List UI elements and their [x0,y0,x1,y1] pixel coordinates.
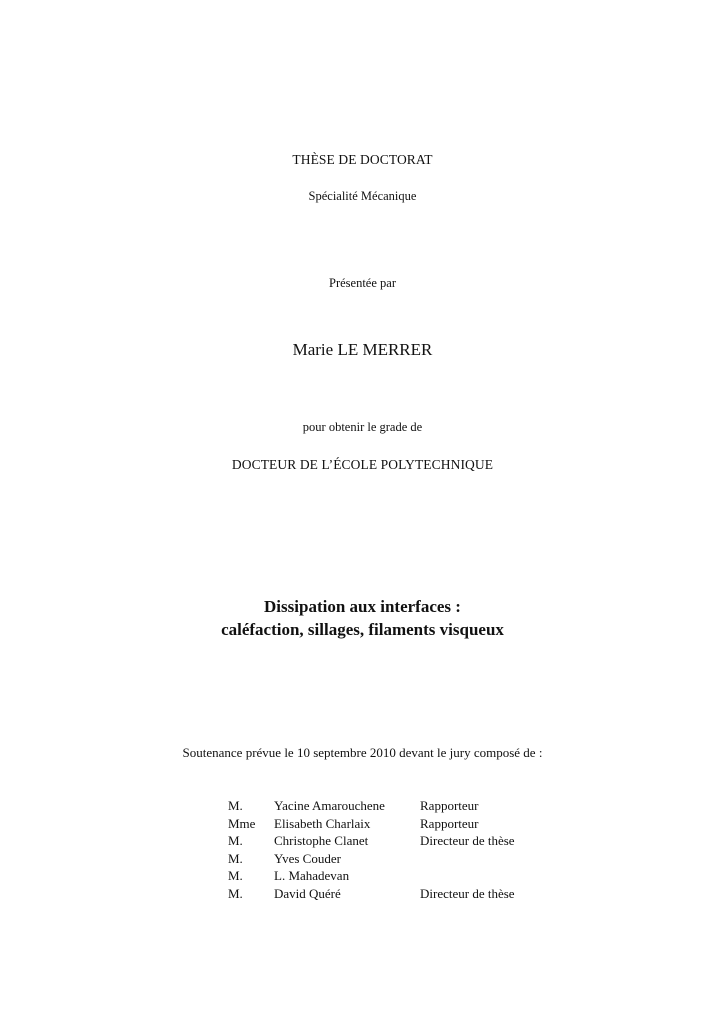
jury-member [228,850,550,868]
jury-member [228,797,550,815]
jury-member-role: Directeur de thèse [420,885,515,901]
degree-name: DOCTEUR DE L’ÉCOLE POLYTECHNIQUE [231,457,494,472]
jury-member-title: Mme [228,815,256,831]
jury-member [228,867,550,885]
jury-member-name: David Quéré [274,885,341,901]
jury-member-title: M. [228,798,243,813]
jury-member [228,885,550,903]
jury-member-title: M. [228,885,243,901]
jury-member-title: M. [228,850,243,866]
jury-member [228,815,550,833]
jury-member-title: M. [228,868,243,883]
jury-member [228,832,550,850]
jury-member-role: Directeur de thèse [420,833,515,848]
jury-member-role: Rapporteur [420,815,479,831]
jury-list [228,797,550,902]
jury-member-role [420,867,550,885]
presented-by: Présentée par [329,276,396,290]
jury-member-role [420,850,550,868]
degree-purpose: pour obtenir le grade de [302,420,423,434]
defense-statement: Soutenance prévue le 10 septembre 2010 devant le jury composé de : [182,745,543,760]
jury-member-role: Rapporteur [420,798,479,813]
specialty: Spécialité Mécanique [308,189,417,203]
jury-member-title: M. [228,833,243,848]
jury-member-name: L. Mahadevan [274,868,350,883]
jury-member-name: Yacine Amarouchene [274,798,385,813]
jury-member-name: Yves Couder [274,850,341,866]
thesis-type: THÈSE DE DOCTORAT [292,152,433,167]
thesis-title-line-2: caléfaction, sillages, filaments visqueux [221,620,504,639]
jury-member-name: Elisabeth Charlaix [274,815,371,831]
author-name: Marie LE MERRER [292,340,433,359]
jury-member-name: Christophe Clanet [274,833,369,848]
thesis-title-line-1: Dissipation aux interfaces : [264,597,461,616]
